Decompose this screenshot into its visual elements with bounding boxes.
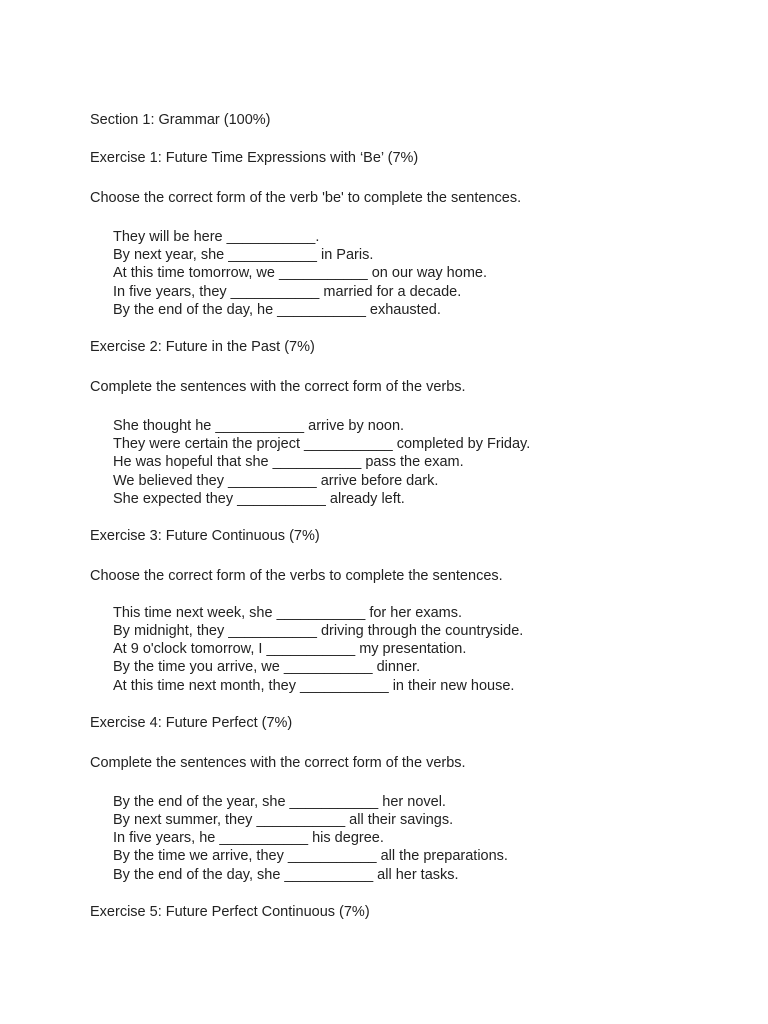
exercise-2-list (113, 417, 710, 508)
list-item: He was hopeful that she ___________ pass the exam. (113, 454, 464, 471)
list-item: At this time tomorrow, we ___________ on our way home. (113, 265, 487, 282)
section-title: Section 1: Grammar (100%) (90, 112, 271, 128)
exercise-4-title: Exercise 4: Future Perfect (7%) (90, 714, 293, 731)
exercise-2-title: Exercise 2: Future in the Past (7%) (90, 338, 315, 355)
exercise-1-instruction: Choose the correct form of the verb 'be' to complete the sentences. (90, 190, 522, 206)
list-item: By the end of the day, she ___________ all her tasks. (113, 866, 459, 883)
list-item: At 9 o'clock tomorrow, I ___________ my presentation. (113, 641, 467, 658)
list-item: By the end of the day, he ___________ exhausted. (113, 301, 441, 318)
list-item: She expected they ___________ already left. (113, 490, 405, 507)
exercise-3-title: Exercise 3: Future Continuous (7%) (90, 527, 320, 544)
document-page (90, 110, 710, 922)
list-item: She thought he ___________ arrive by noon. (113, 417, 405, 434)
list-item: By the time you arrive, we ___________ dinner. (113, 659, 421, 676)
list-item: They were certain the project ___________ completed by Friday. (113, 436, 531, 453)
list-item: By the time we arrive, they ___________ all the preparations. (113, 848, 508, 865)
list-item: By next summer, they ___________ all their savings. (113, 812, 454, 828)
exercise-1-title: Exercise 1: Future Time Expressions with ‘Be’ (7%) (90, 150, 419, 166)
exercise-4-instruction: Complete the sentences with the correct form of the verbs. (90, 754, 466, 771)
list-item: We believed they ___________ arrive before dark. (113, 472, 439, 489)
exercise-4-list (113, 793, 710, 884)
list-item: In five years, they ___________ married for a decade. (113, 283, 462, 300)
exercise-3-instruction: Choose the correct form of the verbs to complete the sentences. (90, 567, 503, 584)
list-item: By next year, she ___________ in Paris. (113, 247, 374, 264)
exercise-1-list (113, 228, 710, 319)
exercise-2-instruction: Complete the sentences with the correct form of the verbs. (90, 378, 466, 395)
list-item: By the end of the year, she ___________ her novel. (113, 793, 446, 810)
list-item: By midnight, they ___________ driving through the countryside. (113, 623, 524, 640)
list-item: They will be here ___________. (113, 229, 320, 245)
exercise-3-list (113, 604, 710, 695)
list-item: This time next week, she ___________ for her exams. (113, 604, 462, 621)
list-item: At this time next month, they ___________ in their new house. (113, 677, 515, 694)
list-item: In five years, he ___________ his degree. (113, 830, 384, 847)
exercise-5-title: Exercise 5: Future Perfect Continuous (7%) (90, 903, 370, 920)
